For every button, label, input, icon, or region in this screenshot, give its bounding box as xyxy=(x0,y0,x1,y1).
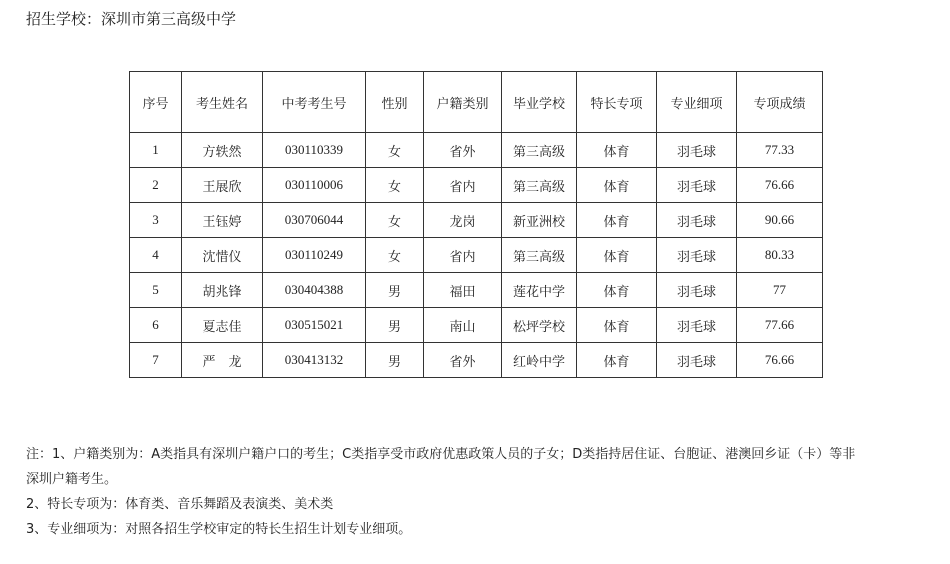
table-row xyxy=(130,238,823,273)
cell-household: 龙岗 xyxy=(424,203,502,238)
cell-index: 1 xyxy=(130,133,182,168)
header-specialty: 特长专项 xyxy=(577,72,657,133)
header-gender: 性别 xyxy=(366,72,424,133)
table-row xyxy=(130,133,823,168)
cell-household: 省外 xyxy=(424,343,502,378)
header-exam-number: 中考考生号 xyxy=(263,72,366,133)
cell-index: 6 xyxy=(130,308,182,343)
cell-index: 7 xyxy=(130,343,182,378)
cell-graduated-school: 第三高级 xyxy=(502,238,577,273)
cell-gender: 女 xyxy=(366,133,424,168)
table-row xyxy=(130,343,823,378)
cell-graduated-school: 新亚洲校 xyxy=(502,203,577,238)
cell-index: 3 xyxy=(130,203,182,238)
cell-exam-number: 030110339 xyxy=(263,133,366,168)
cell-specialty: 体育 xyxy=(577,238,657,273)
cell-specialty-detail: 羽毛球 xyxy=(657,168,737,203)
cell-score: 77 xyxy=(737,273,823,308)
cell-specialty: 体育 xyxy=(577,273,657,308)
cell-household: 省内 xyxy=(424,168,502,203)
cell-graduated-school: 莲花中学 xyxy=(502,273,577,308)
cell-exam-number: 030413132 xyxy=(263,343,366,378)
admission-table xyxy=(129,71,823,378)
cell-specialty: 体育 xyxy=(577,133,657,168)
table-row xyxy=(130,203,823,238)
cell-name: 夏志佳 xyxy=(182,308,263,343)
cell-specialty-detail: 羽毛球 xyxy=(657,238,737,273)
cell-index: 4 xyxy=(130,238,182,273)
header-name: 考生姓名 xyxy=(182,72,263,133)
header-index: 序号 xyxy=(130,72,182,133)
table-header-row xyxy=(130,72,823,133)
cell-index: 2 xyxy=(130,168,182,203)
cell-specialty-detail: 羽毛球 xyxy=(657,308,737,343)
cell-specialty-detail: 羽毛球 xyxy=(657,203,737,238)
cell-household: 省内 xyxy=(424,238,502,273)
cell-gender: 女 xyxy=(366,168,424,203)
cell-graduated-school: 第三高级 xyxy=(502,133,577,168)
cell-score: 90.66 xyxy=(737,203,823,238)
cell-household: 省外 xyxy=(424,133,502,168)
cell-specialty: 体育 xyxy=(577,168,657,203)
cell-exam-number: 030404388 xyxy=(263,273,366,308)
note-2: 2、特长专项为：体育类、音乐舞蹈及表演类、美术类 xyxy=(26,497,334,512)
cell-name: 沈惜仪 xyxy=(182,238,263,273)
cell-gender: 女 xyxy=(366,203,424,238)
cell-household: 南山 xyxy=(424,308,502,343)
cell-specialty: 体育 xyxy=(577,343,657,378)
cell-name: 胡兆锋 xyxy=(182,273,263,308)
cell-gender: 女 xyxy=(366,238,424,273)
cell-exam-number: 030110249 xyxy=(263,238,366,273)
cell-graduated-school: 第三高级 xyxy=(502,168,577,203)
note-3: 3、专业细项为：对照各招生学校审定的特长生招生计划专业细项。 xyxy=(26,522,412,537)
header-graduated-school: 毕业学校 xyxy=(502,72,577,133)
school-title: 招生学校：深圳市第三高级中学 xyxy=(26,10,237,28)
notes xyxy=(26,442,926,542)
note-1-line-2: 深圳户籍考生。 xyxy=(26,472,118,487)
cell-specialty-detail: 羽毛球 xyxy=(657,133,737,168)
cell-specialty: 体育 xyxy=(577,308,657,343)
cell-exam-number: 030706044 xyxy=(263,203,366,238)
cell-name: 王钰婷 xyxy=(182,203,263,238)
cell-specialty-detail: 羽毛球 xyxy=(657,273,737,308)
cell-score: 76.66 xyxy=(737,343,823,378)
cell-score: 80.33 xyxy=(737,238,823,273)
cell-index: 5 xyxy=(130,273,182,308)
cell-gender: 男 xyxy=(366,273,424,308)
cell-gender: 男 xyxy=(366,343,424,378)
cell-specialty: 体育 xyxy=(577,203,657,238)
cell-name: 方轶然 xyxy=(182,133,263,168)
table-row xyxy=(130,308,823,343)
header-household: 户籍类别 xyxy=(424,72,502,133)
cell-gender: 男 xyxy=(366,308,424,343)
cell-name: 严 龙 xyxy=(182,343,263,378)
header-score: 专项成绩 xyxy=(737,72,823,133)
header-specialty-detail: 专业细项 xyxy=(657,72,737,133)
cell-score: 77.66 xyxy=(737,308,823,343)
note-1-line-1: 注：1、户籍类别为：A类指具有深圳户籍户口的考生；C类指享受市政府优惠政策人员的子女；D类指持居住证、台胞证、港澳回乡证（卡）等非 xyxy=(26,447,856,462)
table-row xyxy=(130,168,823,203)
table-row xyxy=(130,273,823,308)
table-body xyxy=(130,133,823,378)
cell-graduated-school: 红岭中学 xyxy=(502,343,577,378)
cell-exam-number: 030515021 xyxy=(263,308,366,343)
cell-specialty-detail: 羽毛球 xyxy=(657,343,737,378)
cell-score: 76.66 xyxy=(737,168,823,203)
cell-household: 福田 xyxy=(424,273,502,308)
cell-name: 王展欣 xyxy=(182,168,263,203)
cell-exam-number: 030110006 xyxy=(263,168,366,203)
cell-score: 77.33 xyxy=(737,133,823,168)
cell-graduated-school: 松坪学校 xyxy=(502,308,577,343)
